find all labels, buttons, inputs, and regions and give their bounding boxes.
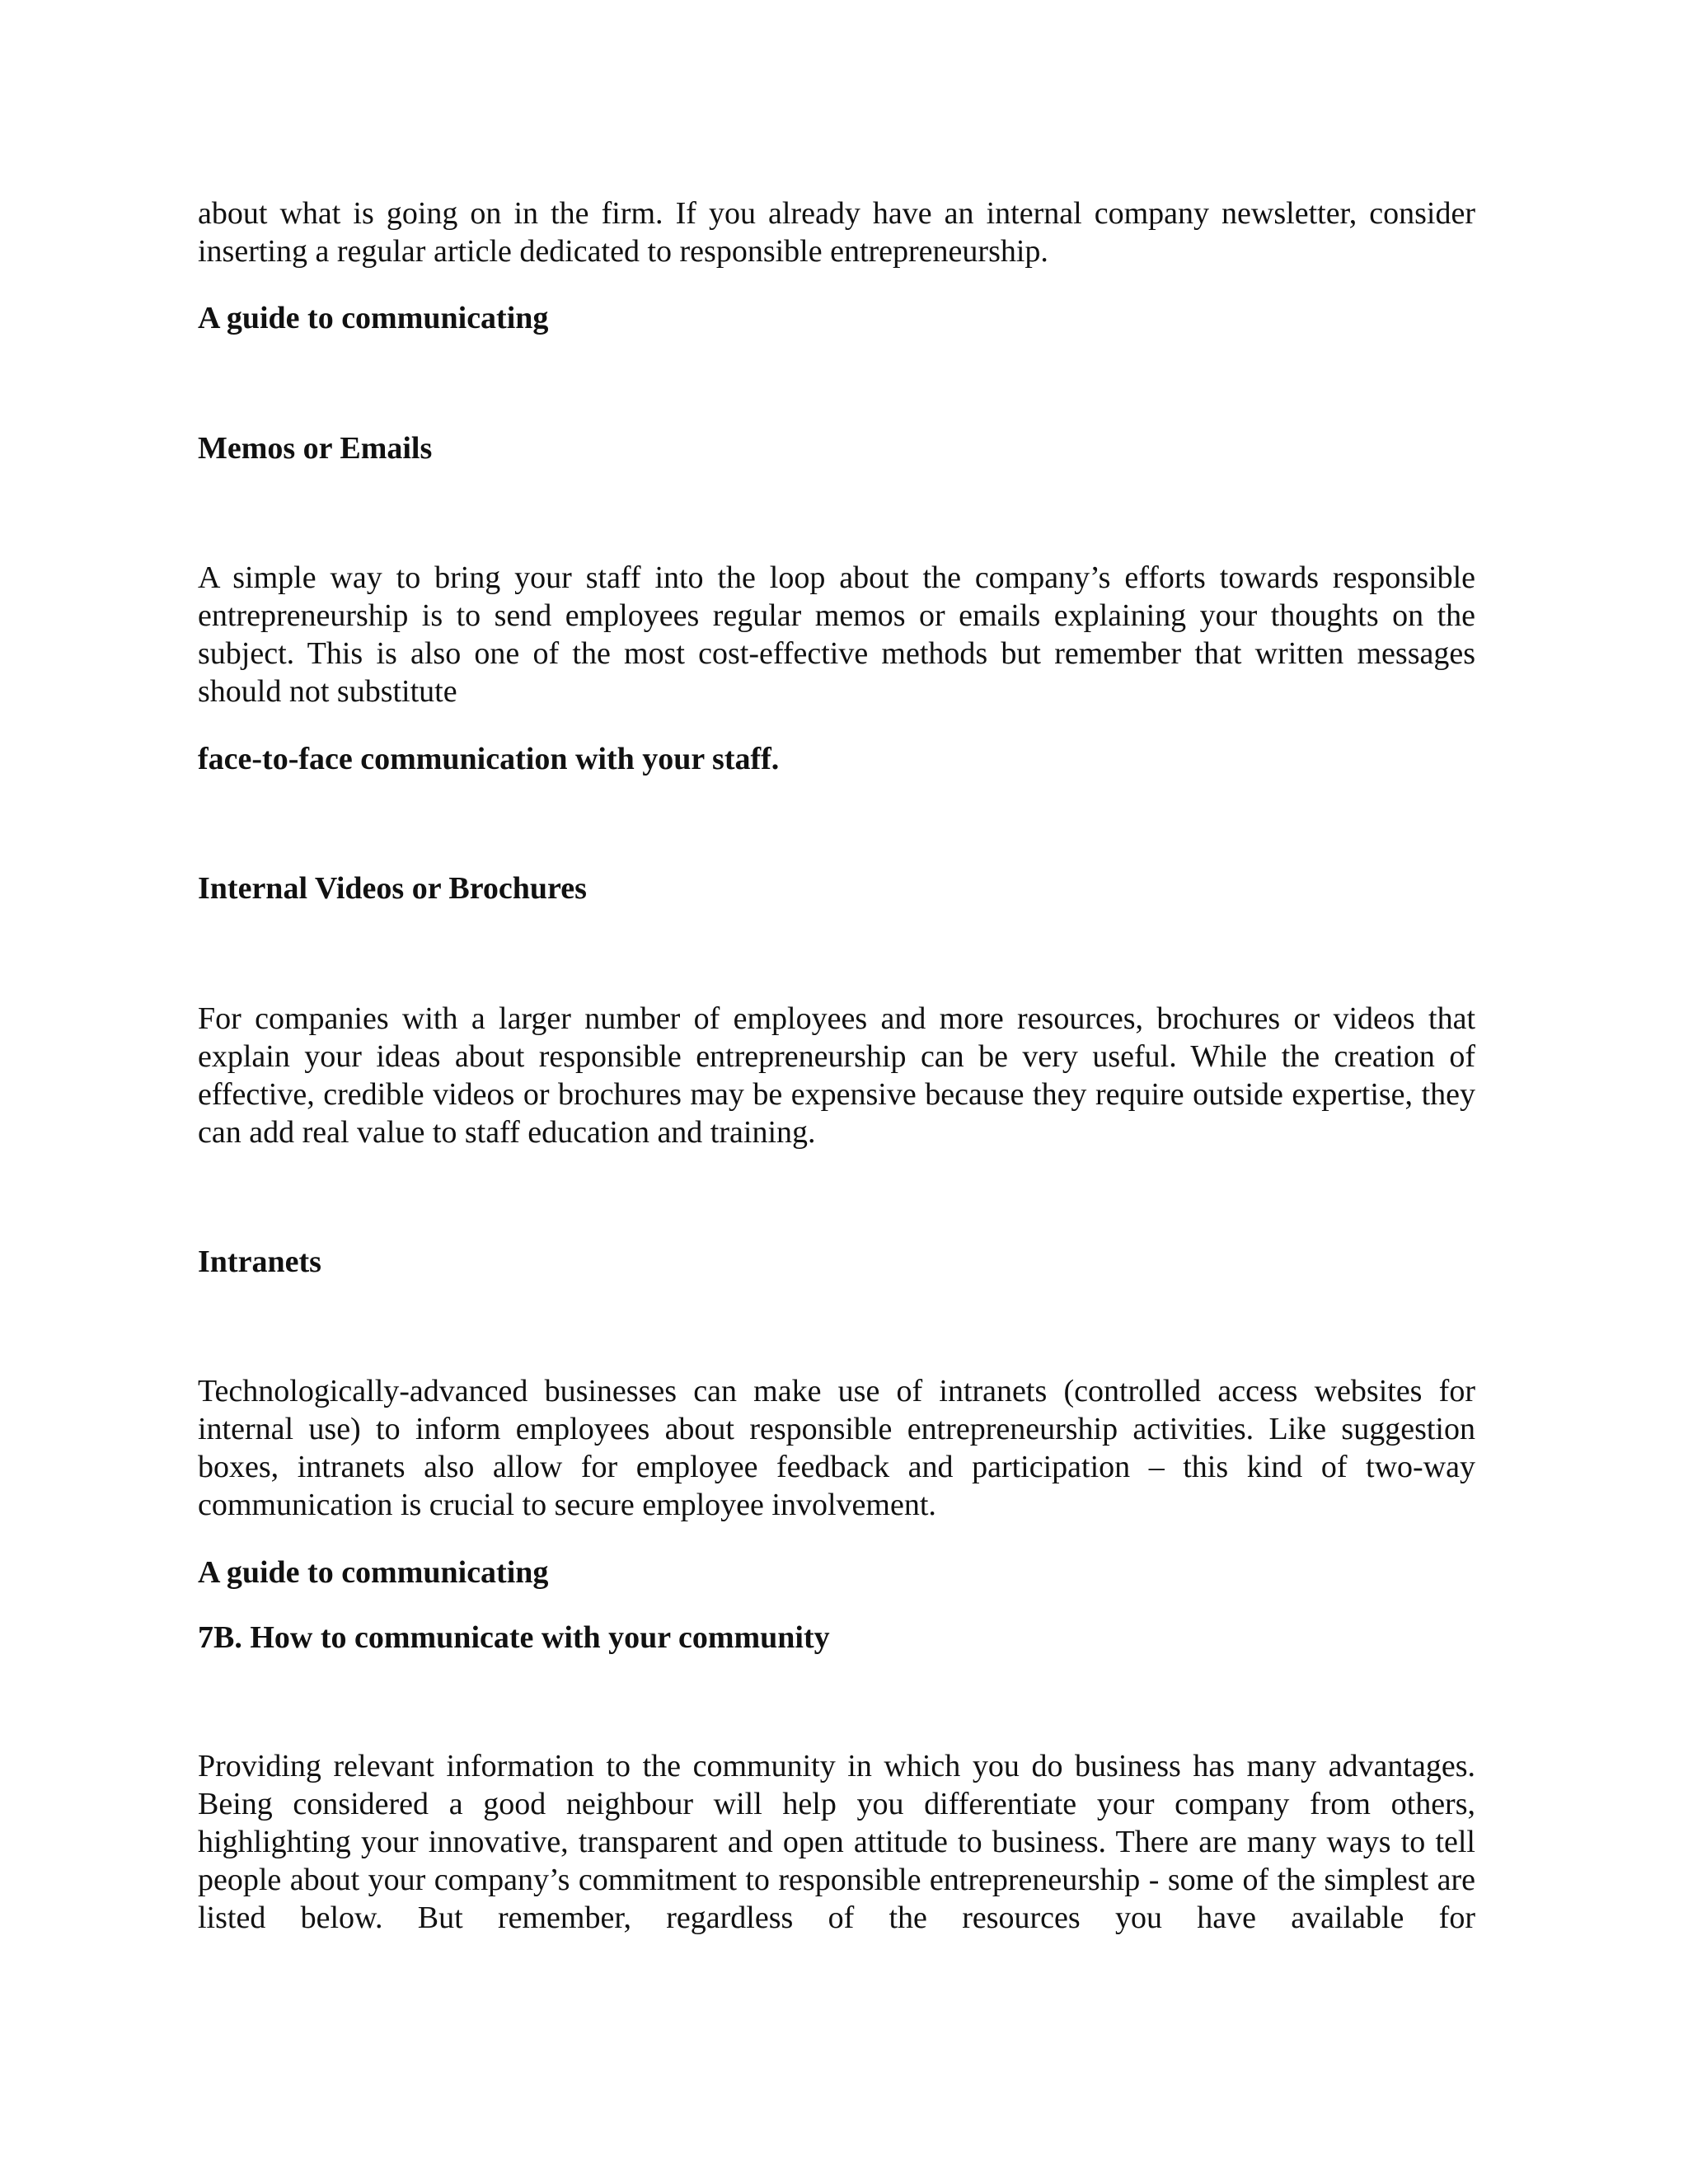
heading-internal-videos-or-brochures: Internal Videos or Brochures xyxy=(198,871,587,906)
community-paragraph: Providing relevant information to the community in which you do business has many advantages. Being considered a good neighbour will help you differentiate your company from others, highlighting your innovative, transparent and open attitude to business. There are many ways to tell people about your company’s commitment to responsible entrepreneurship - some of the simplest are listed below. But remember, regardless of the resources you have available for xyxy=(198,1749,1475,1935)
heading-guide-to-communicating: A guide to communicating xyxy=(198,301,549,335)
memos-paragraph: A simple way to bring your staff into the loop about the company’s efforts towards responsible entrepreneurship is to send employees regular memos or emails explaining your thoughts on the subject. This is also one of the most cost-effective methods but remember that written messages should not substitute xyxy=(198,560,1475,709)
heading-memos-or-emails: Memos or Emails xyxy=(198,431,433,466)
heading-intranets: Intranets xyxy=(198,1244,321,1279)
heading-7b-community: 7B. How to communicate with your community xyxy=(198,1620,830,1655)
intro-paragraph: about what is going on in the firm. If you already have an internal company newsletter, consider inserting a regular article dedicated to responsible entrepreneurship. xyxy=(198,196,1475,269)
heading-guide-to-communicating-2: A guide to communicating xyxy=(198,1555,549,1590)
heading-face-to-face: face-to-face communication with your staff. xyxy=(198,742,780,776)
intranets-paragraph: Technologically-advanced businesses can make use of intranets (controlled access websites for internal use) to inform employees about responsible entrepreneurship activities. Like suggestion boxes, intranets also allow for employee feedback and participation – this kind of two-way communication is crucial to secure employee involvement. xyxy=(198,1374,1475,1522)
videos-paragraph: For companies with a larger number of employees and more resources, brochures or videos that explain your ideas about responsible entrepreneurship can be very useful. While the creation of effective, credible videos or brochures may be expensive because they require outside expertise, they can add real value to staff education and training. xyxy=(198,1001,1475,1150)
